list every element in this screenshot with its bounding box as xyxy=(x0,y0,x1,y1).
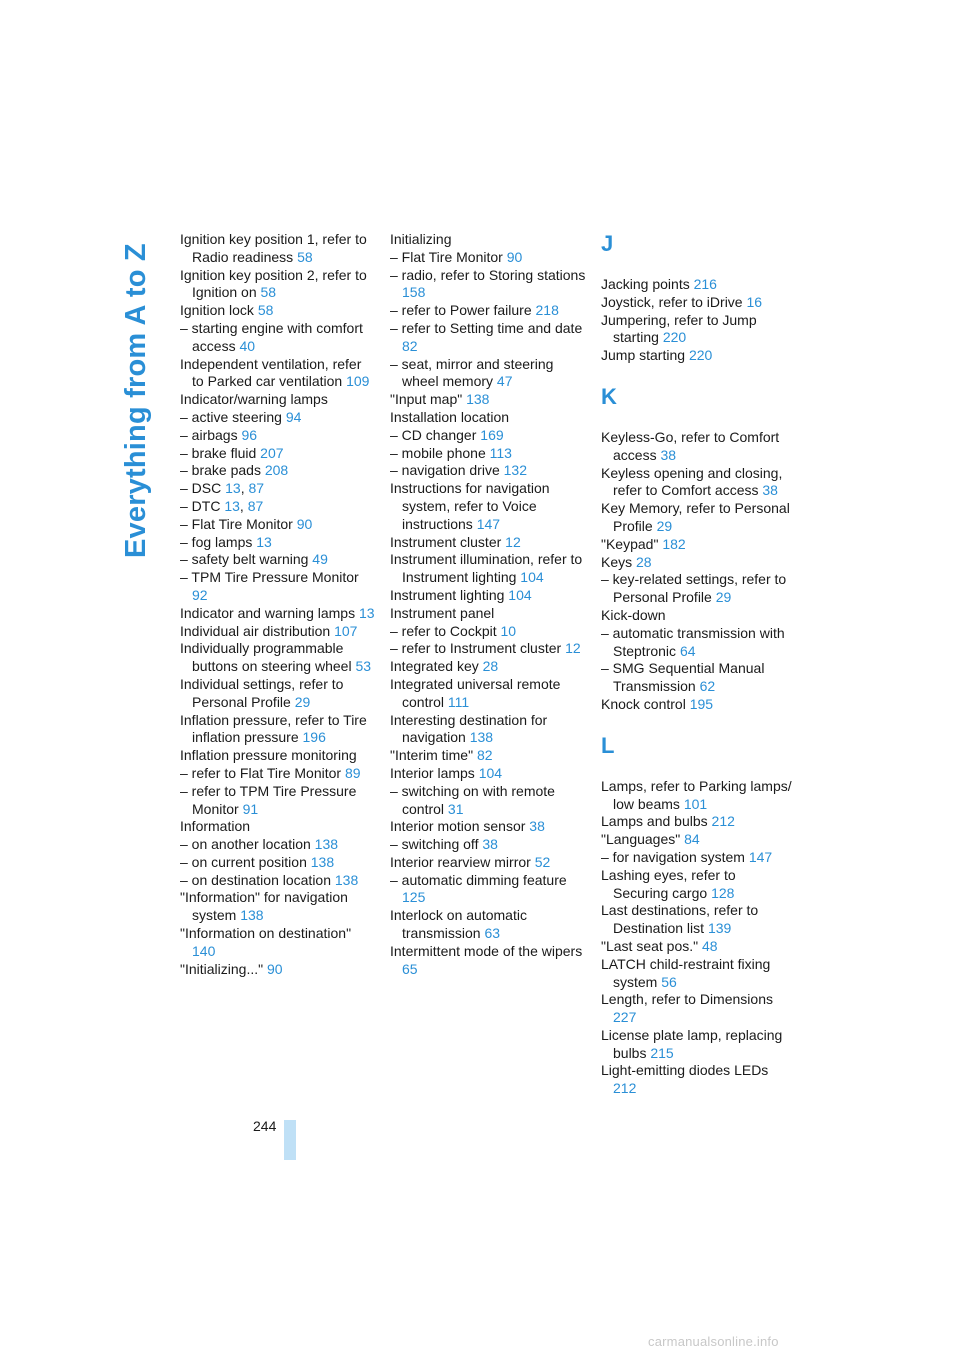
index-entry-text: "Keypad" xyxy=(601,535,659,552)
page-reference-link[interactable]: 29 xyxy=(294,693,311,710)
index-entry-text: – switching on with remote control xyxy=(390,782,555,817)
index-entry xyxy=(390,427,586,445)
page-reference-link[interactable]: 111 xyxy=(447,693,470,710)
index-entry-text: "Interim time" xyxy=(390,747,474,764)
index-entry xyxy=(180,925,376,961)
page-reference-link[interactable]: 138 xyxy=(240,907,264,924)
index-entry-text: Interior rearview mirror xyxy=(390,853,531,870)
page-reference-link[interactable]: 216 xyxy=(693,276,717,292)
index-entry xyxy=(390,854,586,872)
page-reference-link[interactable]: 147 xyxy=(748,848,773,865)
index-entry-text: – automatic dimming feature xyxy=(390,871,567,888)
page-reference-link[interactable]: 13 xyxy=(359,604,375,621)
index-entry-text: – safety belt warning xyxy=(180,551,309,568)
index-entry xyxy=(390,783,586,819)
index-entry-text: – seat, mirror and steering wheel memory xyxy=(390,355,554,390)
index-entry-text: "Information on destination" xyxy=(180,925,352,942)
watermark: carmanualsonline.info xyxy=(648,1334,779,1349)
index-entry xyxy=(180,534,376,552)
index-entry-text: Light-emitting diodes LEDs xyxy=(601,1062,769,1079)
index-entry-text: Individually programmable buttons on steering wheel xyxy=(180,640,352,675)
index-entry: – DSC 13, 87 xyxy=(180,480,265,497)
page-reference-link[interactable]: 87 xyxy=(247,497,264,514)
page-reference-link[interactable]: 10 xyxy=(500,622,517,639)
index-entry xyxy=(390,267,586,303)
index-entry xyxy=(601,831,793,849)
index-entry xyxy=(601,347,793,365)
index-entry-text: Keys xyxy=(601,553,633,570)
index-entry xyxy=(390,676,586,712)
index-entry xyxy=(390,445,586,463)
page-reference-link[interactable]: 28 xyxy=(482,658,499,675)
index-entry-text: – radio, refer to Storing stations xyxy=(390,266,586,283)
page-reference-link[interactable]: 139 xyxy=(707,920,732,937)
index-entry: – DTC 13, 87 xyxy=(180,497,264,514)
page-reference-link[interactable]: 40 xyxy=(239,337,256,354)
page-reference-link[interactable]: 212 xyxy=(711,813,735,830)
index-entry xyxy=(601,813,793,831)
page-reference-link[interactable]: 28 xyxy=(636,553,652,570)
page-reference-link[interactable]: 48 xyxy=(702,937,718,954)
page-reference-link[interactable]: 104 xyxy=(478,764,503,781)
index-entry xyxy=(390,640,586,658)
index-entry-text: Ignition key position 1, refer to Radio readiness xyxy=(180,231,367,265)
page-reference-link[interactable]: 196 xyxy=(302,729,326,746)
index-entry-text: – on destination location xyxy=(180,871,331,888)
index-entry-text: – refer to Power failure xyxy=(390,302,532,319)
index-entry-text: Jumpering, refer to Jump starting xyxy=(601,311,757,346)
section-letter: J xyxy=(601,231,614,256)
index-entry-text: "Languages" xyxy=(601,831,681,848)
index-entry xyxy=(390,623,586,641)
page-reference-link[interactable]: 215 xyxy=(650,1044,674,1061)
page-reference-link[interactable]: 113 xyxy=(489,444,512,461)
index-entry-text: Inflation pressure, refer to Tire inflation pressure xyxy=(180,711,367,746)
index-entry xyxy=(180,676,376,712)
page-reference-link[interactable]: 138 xyxy=(310,853,335,870)
index-entry-text: Keyless-Go, refer to Comfort access xyxy=(601,428,780,463)
page-reference-link[interactable]: 53 xyxy=(355,658,372,675)
index-entry xyxy=(390,231,586,249)
index-entry xyxy=(390,462,586,480)
index-entry xyxy=(390,320,586,356)
index-entry-text: – SMG Sequential Manual Transmission xyxy=(601,660,765,695)
index-entry-text: Interior lamps xyxy=(390,764,475,781)
index-entry-text: Last destinations, refer to Destination list xyxy=(601,902,759,937)
index-entry-text: – switching off xyxy=(390,836,479,853)
index-entry-text: Instrument illumination, refer to Instrument lighting xyxy=(390,551,583,586)
page-reference-link[interactable]: 125 xyxy=(402,889,426,906)
index-entry-text: Instrument panel xyxy=(390,604,495,621)
index-entry-text: – refer to Cockpit xyxy=(390,622,497,639)
index-entry xyxy=(180,747,376,765)
page-reference-link[interactable]: 90 xyxy=(506,248,523,265)
index-entry-text: – refer to TPM Tire Pressure Monitor xyxy=(180,782,357,817)
index-entry xyxy=(180,320,376,356)
index-entry xyxy=(601,696,793,714)
index-entry-text: – on another location xyxy=(180,836,311,853)
index-entry xyxy=(390,409,586,427)
page-reference-link[interactable]: 38 xyxy=(529,818,545,835)
page-reference-link[interactable]: 56 xyxy=(661,973,677,990)
index-entry-text: – fog lamps xyxy=(180,533,253,550)
page-reference-link[interactable]: 89 xyxy=(344,764,361,781)
page-reference-link[interactable]: 138 xyxy=(314,836,339,853)
section-letter: K xyxy=(601,383,617,409)
page-reference-link[interactable]: 58 xyxy=(297,248,313,265)
index-entry xyxy=(601,465,793,501)
page-reference-link[interactable]: 31 xyxy=(447,800,464,817)
index-entry xyxy=(390,249,586,267)
index-entry xyxy=(180,623,376,641)
index-entry xyxy=(180,889,376,925)
index-entry xyxy=(390,587,586,605)
page-reference-link[interactable]: 96 xyxy=(241,426,258,443)
index-entry-text: Instrument cluster xyxy=(390,533,502,550)
page-reference-link[interactable]: 147 xyxy=(476,515,501,532)
index-entry xyxy=(601,500,793,536)
index-entry xyxy=(180,302,376,320)
index-entry xyxy=(601,294,793,312)
index-entry-text: – refer to Setting time and date xyxy=(390,319,583,336)
section-letter: L xyxy=(601,732,615,758)
index-entry-text: Instrument lighting xyxy=(390,586,505,603)
page-reference-link[interactable]: 38 xyxy=(762,482,778,499)
index-entry-text: – Flat Tire Monitor xyxy=(390,248,503,265)
index-entry xyxy=(180,267,376,303)
index-entry-text: Indicator/warning lamps xyxy=(180,391,328,408)
index-entry-text: – active steering xyxy=(180,408,282,425)
index-entry xyxy=(390,872,586,908)
page-reference-link[interactable]: 140 xyxy=(192,942,216,959)
index-entry-text: "Last seat pos." xyxy=(601,937,699,954)
page-reference-link[interactable]: 107 xyxy=(334,622,358,639)
index-entry xyxy=(390,356,586,392)
index-entry-text: – automatic transmission with Steptronic xyxy=(601,624,785,659)
index-column-3 xyxy=(601,231,793,1098)
index-column-2 xyxy=(390,231,586,978)
index-entry xyxy=(180,640,376,676)
page-reference-link[interactable]: 13 xyxy=(225,480,241,497)
page-reference-link[interactable]: 16 xyxy=(746,293,763,310)
index-entry-text: Knock control xyxy=(601,695,686,712)
page-reference-link[interactable]: 138 xyxy=(466,391,490,408)
index-entry xyxy=(180,712,376,748)
page-reference-link[interactable]: 220 xyxy=(688,347,713,364)
index-entry xyxy=(601,312,793,348)
page-reference-link[interactable]: 92 xyxy=(192,586,208,603)
page-reference-link[interactable]: 63 xyxy=(484,925,501,942)
page-reference-link[interactable]: 128 xyxy=(711,884,735,901)
index-entry-text: – brake fluid xyxy=(180,444,257,461)
index-entry xyxy=(601,660,793,696)
page-reference-link[interactable]: 13 xyxy=(256,533,272,550)
index-entry-text: – for navigation system xyxy=(601,848,745,865)
index-entry xyxy=(180,836,376,854)
page-reference-link[interactable]: 138 xyxy=(334,871,359,888)
page-reference-link[interactable]: 212 xyxy=(613,1080,637,1097)
index-entry-text: Jacking points xyxy=(601,276,690,292)
index-entry xyxy=(390,391,586,409)
page-reference-link[interactable]: 13 xyxy=(224,497,240,514)
page-reference-link[interactable]: 158 xyxy=(402,284,426,301)
page-reference-link[interactable]: 84 xyxy=(684,831,700,848)
index-entry-text: Instructions for navigation system, refer to Voice instructions xyxy=(390,480,550,532)
page-reference-link[interactable]: 64 xyxy=(679,642,696,659)
page-reference-link[interactable]: 58 xyxy=(257,302,274,319)
index-column-1 xyxy=(180,231,376,978)
index-entry-text: Ignition key position 2, refer to Ignition on xyxy=(180,266,367,301)
index-entry-text: Key Memory, refer to Personal Profile xyxy=(601,500,790,534)
index-entry xyxy=(180,783,376,819)
page-number-bar xyxy=(284,1120,296,1160)
page-reference-link[interactable]: 182 xyxy=(662,535,686,552)
page-reference-link[interactable]: 29 xyxy=(656,517,673,534)
index-entry xyxy=(180,462,376,480)
index-entry-text: Initializing xyxy=(390,231,452,247)
index-entry xyxy=(601,607,793,625)
page-reference-link[interactable]: 38 xyxy=(482,836,498,853)
index-entry xyxy=(390,712,586,748)
index-entry-text: – refer to Instrument cluster xyxy=(390,640,562,657)
index-entry-text: – Flat Tire Monitor xyxy=(180,515,293,532)
index-entry xyxy=(390,836,586,854)
index-entry xyxy=(390,551,586,587)
index-entry-text: Individual settings, refer to Personal Profile xyxy=(180,675,344,710)
index-entry-text: "Initializing..." xyxy=(180,960,264,977)
index-entry-text: Interior motion sensor xyxy=(390,818,526,835)
index-entry xyxy=(601,276,793,294)
page-reference-link[interactable]: 12 xyxy=(505,533,521,550)
page-reference-link[interactable]: 65 xyxy=(402,960,418,977)
index-entry-text: – refer to Flat Tire Monitor xyxy=(180,764,342,781)
index-entry xyxy=(390,747,586,765)
index-entry-text: Ignition lock xyxy=(180,302,254,319)
page-reference-link[interactable]: 104 xyxy=(520,569,544,586)
index-entry-text: Installation location xyxy=(390,408,510,425)
index-entry-text: Lamps and bulbs xyxy=(601,813,708,830)
index-entry xyxy=(390,480,586,533)
index-entry-text: Integrated key xyxy=(390,658,479,675)
page-reference-link[interactable]: 132 xyxy=(503,462,527,479)
index-entry xyxy=(390,943,586,979)
index-entry xyxy=(180,854,376,872)
index-entry xyxy=(180,569,376,605)
index-entry xyxy=(180,356,376,392)
index-entry xyxy=(390,907,586,943)
index-entry xyxy=(601,902,793,938)
index-entry-text: LATCH child-restraint fixing system xyxy=(601,955,771,990)
index-entry-text: – mobile phone xyxy=(390,444,486,461)
index-entry xyxy=(601,429,793,465)
index-entry-text: Kick-down xyxy=(601,606,666,623)
page-reference-link[interactable]: 29 xyxy=(715,589,732,606)
index-entry xyxy=(180,818,376,836)
index-entry-text: License plate lamp, replacing bulbs xyxy=(601,1026,783,1061)
page-reference-link[interactable]: 101 xyxy=(683,795,708,812)
index-entry-text: Lashing eyes, refer to Securing cargo xyxy=(601,866,736,901)
index-entry xyxy=(601,625,793,661)
page-reference-link[interactable]: 62 xyxy=(699,678,716,695)
index-entry xyxy=(601,536,793,554)
page-reference-link[interactable]: 49 xyxy=(312,551,328,568)
page-reference-link[interactable]: 94 xyxy=(285,408,302,425)
page-reference-link[interactable]: 58 xyxy=(260,284,277,301)
index-entry-text: Interlock on automatic transmission xyxy=(390,907,527,942)
page-reference-link[interactable]: 87 xyxy=(248,480,265,497)
index-entry-text: Intermittent mode of the wipers xyxy=(390,942,583,959)
index-entry xyxy=(390,534,586,552)
index-entry xyxy=(180,516,376,534)
page-reference-link[interactable]: 47 xyxy=(496,373,513,390)
page-reference-link[interactable]: 82 xyxy=(402,337,418,354)
index-entry xyxy=(390,818,586,836)
index-entry-text: Interesting destination for navigation xyxy=(390,711,548,746)
index-entry-text: Jump starting xyxy=(601,347,686,364)
index-entry xyxy=(601,1027,793,1063)
page-reference-link[interactable]: 169 xyxy=(480,426,504,443)
index-entry-text: – on current position xyxy=(180,853,307,870)
index-entry-text: "Input map" xyxy=(390,391,463,408)
page-reference-link[interactable]: 91 xyxy=(242,800,259,817)
index-entry xyxy=(601,938,793,956)
index-entry xyxy=(180,409,376,427)
page-reference-link[interactable]: 104 xyxy=(508,586,532,603)
index-entry xyxy=(390,302,586,320)
index-entry xyxy=(390,765,586,783)
index-entry xyxy=(180,605,376,623)
page-reference-link[interactable]: 90 xyxy=(296,515,313,532)
index-entry-text: Information xyxy=(180,818,251,835)
index-entry xyxy=(180,427,376,445)
page-reference-link[interactable]: 208 xyxy=(264,462,289,479)
index-entry xyxy=(180,872,376,890)
page-reference-link[interactable]: 12 xyxy=(565,640,581,657)
page-reference-link[interactable]: 218 xyxy=(535,302,559,319)
index-entry xyxy=(390,605,586,623)
index-entry-text: Length, refer to Dimensions xyxy=(601,991,773,1008)
index-entry-text: Joystick, refer to iDrive xyxy=(601,293,743,310)
index-entry-text: Integrated universal remote control xyxy=(390,675,561,710)
index-entry-text: – TPM Tire Pressure Monitor xyxy=(180,569,359,586)
index-entry-text: – starting engine with comfort access xyxy=(180,319,363,354)
index-entry xyxy=(390,658,586,676)
index-entry-text: Inflation pressure monitoring xyxy=(180,747,357,764)
page-reference-link[interactable]: 207 xyxy=(260,444,284,461)
index-entry-text: Independent ventilation, refer to Parked car ventilation xyxy=(180,355,362,390)
index-entry-text: – key-related settings, refer to Personal Profile xyxy=(601,571,787,606)
index-entry xyxy=(601,956,793,992)
index-entry xyxy=(601,991,793,1027)
index-entry xyxy=(601,554,793,572)
index-entry xyxy=(601,1062,793,1098)
page-reference-link[interactable]: 220 xyxy=(662,329,687,346)
page-reference-link[interactable]: 90 xyxy=(266,960,283,977)
index-entry-text: – airbags xyxy=(180,426,238,443)
index-entry xyxy=(601,571,793,607)
index-entry xyxy=(180,231,376,267)
index-entry-text: Indicator and warning lamps xyxy=(180,604,356,621)
index-entry xyxy=(601,849,793,867)
page-reference-link[interactable]: 82 xyxy=(476,747,493,764)
index-entry-text: Individual air distribution xyxy=(180,622,331,639)
index-entry-text: – CD changer xyxy=(390,426,477,443)
index-entry-text: Lamps, refer to Parking lamps/ low beams xyxy=(601,777,792,812)
index-entry xyxy=(180,961,376,979)
index-entry xyxy=(601,778,793,814)
page-reference-link[interactable]: 227 xyxy=(613,1009,637,1026)
index-entry-text: "Information" for navigation system xyxy=(180,889,348,924)
page-reference-link[interactable]: 38 xyxy=(660,446,677,463)
page-reference-link[interactable]: 138 xyxy=(469,729,494,746)
page-reference-link[interactable]: 195 xyxy=(689,695,714,712)
index-entry xyxy=(180,765,376,783)
index-entry-text: Keyless opening and closing, refer to Comfort access xyxy=(601,464,783,499)
index-entry-text: – DTC xyxy=(180,497,221,514)
index-entry xyxy=(180,445,376,463)
index-entry xyxy=(601,867,793,903)
page-number: 244 xyxy=(253,1118,277,1134)
page-reference-link[interactable]: 52 xyxy=(534,853,551,870)
side-title: Everything from A to Z xyxy=(120,243,152,558)
index-entry-text: – navigation drive xyxy=(390,462,500,479)
page-reference-link[interactable]: 109 xyxy=(346,373,370,390)
index-entry xyxy=(180,551,376,569)
index-entry-text: – brake pads xyxy=(180,462,261,479)
index-entry xyxy=(180,391,376,409)
index-entry-text: – DSC xyxy=(180,480,222,497)
